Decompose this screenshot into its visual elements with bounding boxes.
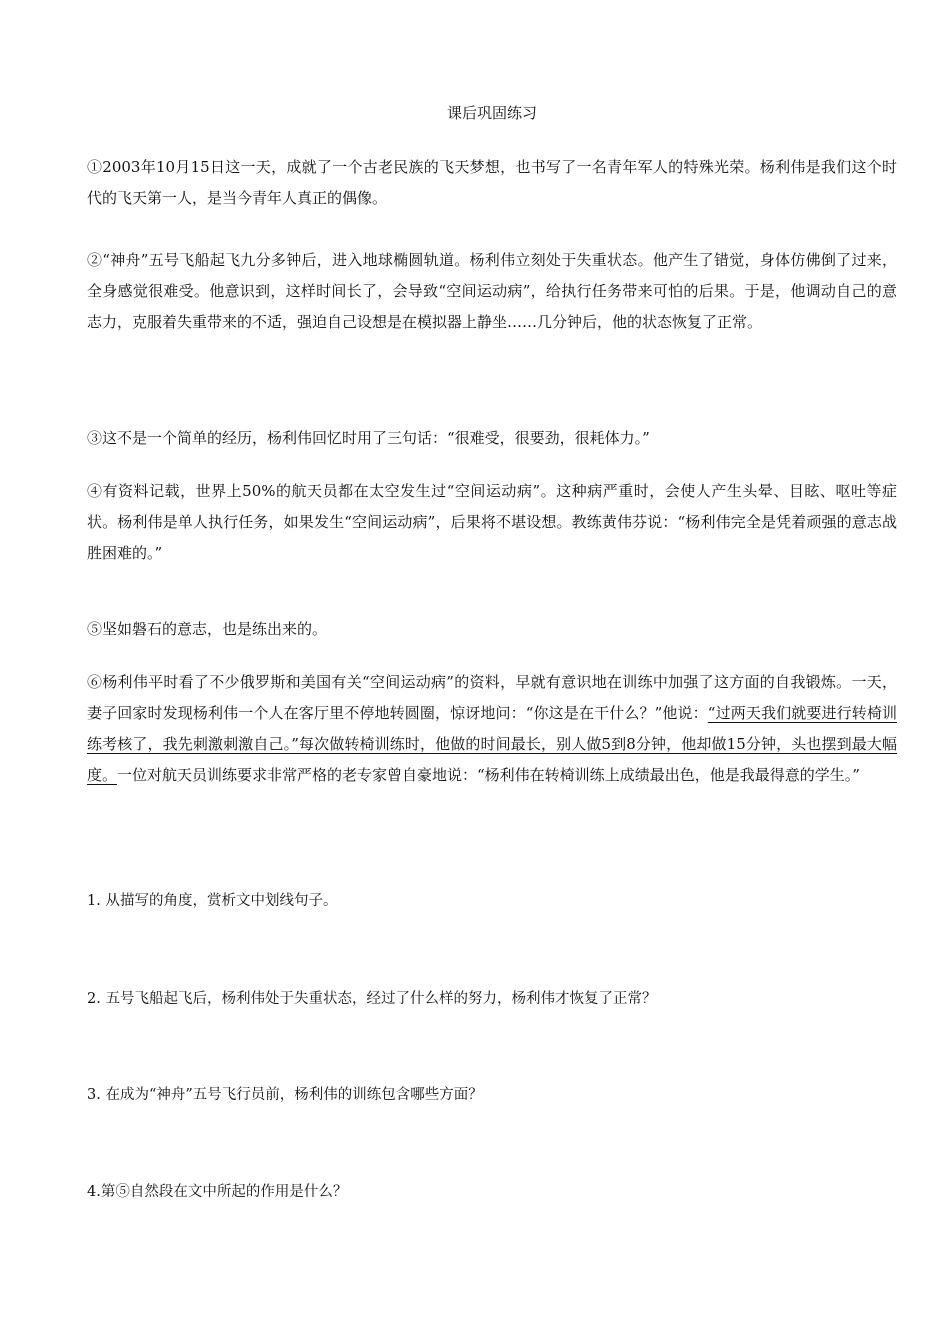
paragraph-6-text-after: 一位对航天员训练要求非常严格的老专家曾自豪地说：“杨利伟在转椅训练上成绩最出色，他是我最得意的学生。” <box>117 766 860 784</box>
paragraph-2: ②“神舟”五号飞船起飞九分多钟后，进入地球椭圆轨道。杨利伟立刻处于失重状态。他产生了错觉，身体仿佛倒了过来，全身感觉很难受。他意识到，这样时间长了，会导致“空间运动病”，给执行任务带来可怕的后果。于是，他调动自己的意志力，克服着失重带来的不适，强迫自己设想是在模拟器上静坐……几分钟后，他的状态恢复了正常。 <box>87 251 897 331</box>
underlined-sentence: “过两天我们就要进行转椅训练考核了，我先刺激刺激自己。”每次做转椅训练时，他做的时间最长，别人做5到8分钟，他却做15分钟，头也摆到最大幅度。 <box>87 704 898 784</box>
question-3: 3. 在成为“神舟”五号飞行员前，杨利伟的训练包含哪些方面？ <box>87 1087 483 1103</box>
document-title: 课后巩固练习 <box>446 104 537 122</box>
question-2: 2. 五号飞船起飞后，杨利伟处于失重状态，经过了什么样的努力，杨利伟才恢复了正常？ <box>87 991 657 1007</box>
paragraph-3: ③这不是一个简单的经历，杨利伟回忆时用了三句话：“很难受，很要劲，很耗体力。” <box>87 429 650 447</box>
paragraph-6 <box>87 667 897 791</box>
paragraph-1: ①2003年10月15日这一天，成就了一个古老民族的飞天梦想，也书写了一名青年军人的特殊光荣。杨利伟是我们这个时代的飞天第一人，是当今青年人真正的偶像。 <box>87 158 897 207</box>
paragraph-5: ⑤坚如磐石的意志，也是练出来的。 <box>87 620 328 638</box>
paragraph-4: ④有资料记载，世界上50%的航天员都在太空发生过“空间运动病”。这种病严重时，会使人产生头晕、目眩、呕吐等症状。杨利伟是单人执行任务，如果发生“空间运动病”，后果将不堪设想。教练黄伟芬说：“杨利伟完全是凭着顽强的意志战胜困难的。” <box>87 482 897 562</box>
question-1: 1. 从描写的角度，赏析文中划线句子。 <box>87 893 338 909</box>
paragraph-6-text-before: ⑥杨利伟平时看了不少俄罗斯和美国有关“空间运动病”的资料，早就有意识地在训练中加强了这方面的自我锻炼。一天，妻子回家时发现杨利伟一个人在客厅里不停地转圆圈，惊讶地问：“你这是在干什么？”他说： <box>87 673 897 722</box>
question-4: 4.第⑤自然段在文中所起的作用是什么？ <box>87 1184 348 1200</box>
